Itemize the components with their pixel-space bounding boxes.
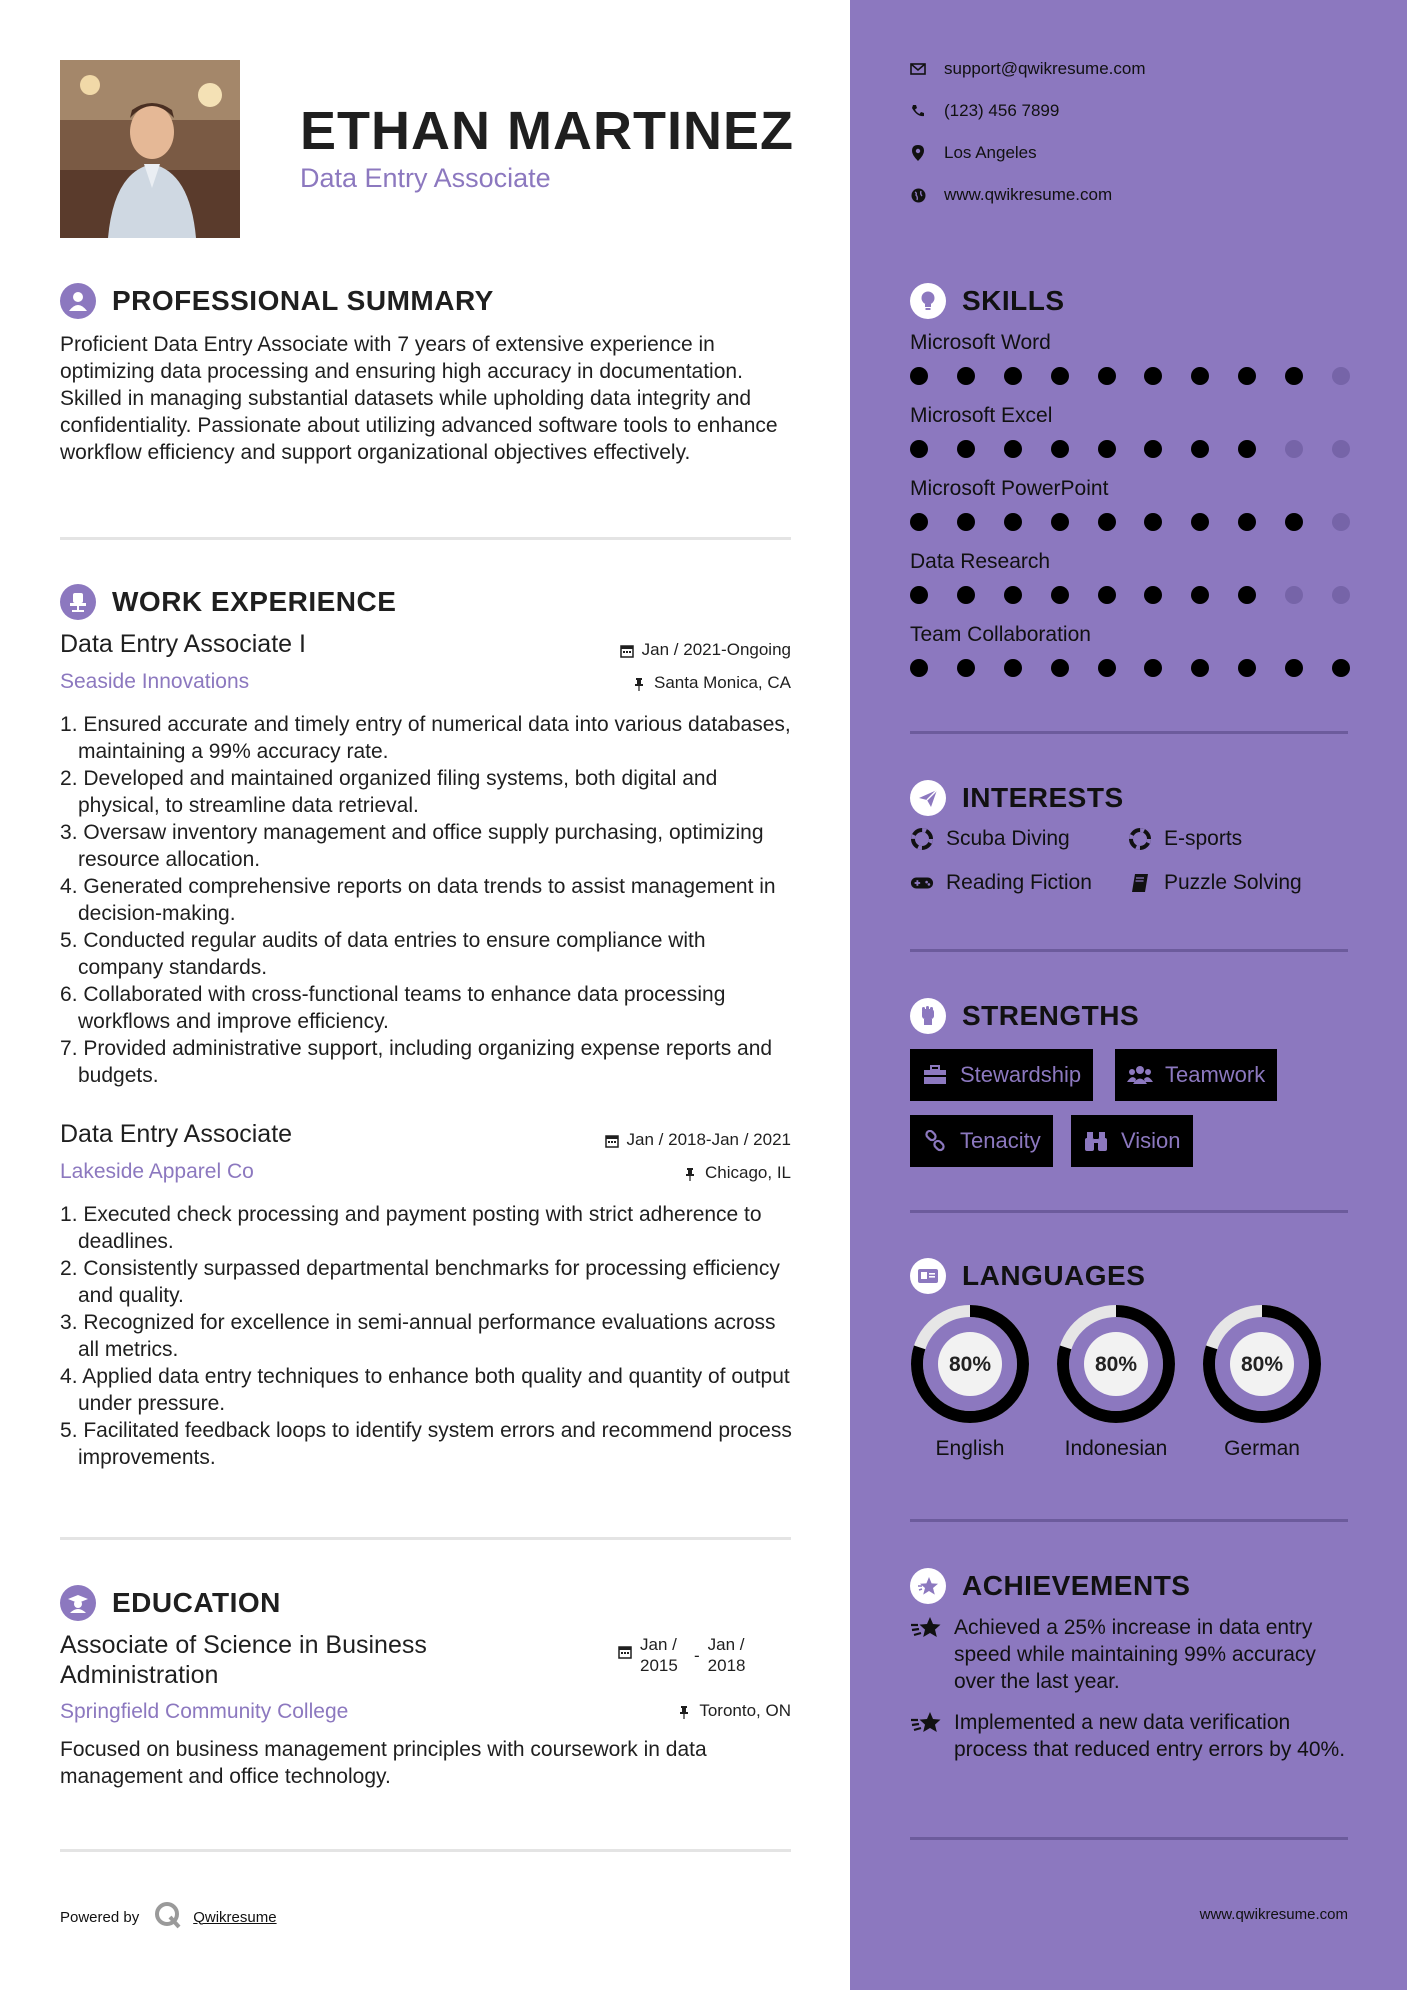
skills-heading xyxy=(910,283,1065,319)
skill-dot-filled xyxy=(1004,586,1022,604)
education-heading xyxy=(60,1585,281,1621)
skill-dot-filled xyxy=(1144,586,1162,604)
contact-email-text: support@qwikresume.com xyxy=(944,59,1146,78)
job-date-text: Jan / 2021-Ongoing xyxy=(641,640,791,659)
interest-item xyxy=(1128,827,1242,851)
chair-icon xyxy=(60,584,96,620)
skill-name: Data Research xyxy=(910,550,1051,573)
achievement-item xyxy=(910,1614,1350,1695)
briefcase-icon xyxy=(922,1064,948,1086)
job-date xyxy=(605,1130,791,1150)
list-item: Consistently surpassed departmental benchmarks for processing efficiency and quality. xyxy=(78,1257,780,1307)
pin-icon xyxy=(677,1704,691,1718)
id-card-icon xyxy=(910,1258,946,1294)
skill-dot-empty xyxy=(1285,586,1303,604)
skill-dot-filled xyxy=(1144,367,1162,385)
skill-dot-filled xyxy=(1051,367,1069,385)
education-location xyxy=(677,1701,791,1721)
skill-dot-empty xyxy=(1332,513,1350,531)
pin-icon xyxy=(632,676,646,690)
strength-label: Tenacity xyxy=(960,1128,1041,1153)
lifebuoy-icon xyxy=(910,827,934,851)
skill-level-dots xyxy=(910,513,1350,531)
interest-label: Reading Fiction xyxy=(946,871,1092,894)
user-icon xyxy=(60,283,96,319)
skill-dot-filled xyxy=(1051,659,1069,677)
skill-dot-filled xyxy=(1238,513,1256,531)
list-item: Developed and maintained organized filing systems, both digital and physical, to streamline data retrieval. xyxy=(78,767,718,817)
skill-dot-filled xyxy=(957,513,975,531)
language-percent: 80% xyxy=(948,1353,992,1376)
skill-dot-filled xyxy=(1004,513,1022,531)
interest-item xyxy=(910,827,1070,851)
map-pin-icon xyxy=(910,145,926,161)
language-name: German xyxy=(1224,1437,1300,1460)
footer-url[interactable]: www.qwikresume.com xyxy=(1199,1906,1348,1923)
list-item: Collaborated with cross-functional teams to enhance data processing workflows and improve efficiency. xyxy=(78,983,726,1033)
profile-photo xyxy=(60,60,240,238)
job-location xyxy=(683,1163,791,1183)
strength-chip xyxy=(1115,1049,1277,1101)
skill-dot-filled xyxy=(910,659,928,677)
achievement-text: Achieved a 25% increase in data entry speed while maintaining 99% accuracy over the last year. xyxy=(954,1616,1316,1693)
skill-dot-filled xyxy=(1004,367,1022,385)
skill-dot-filled xyxy=(1238,659,1256,677)
interest-label: Scuba Diving xyxy=(946,827,1070,850)
strength-chip xyxy=(1071,1115,1193,1167)
summary-text: Proficient Data Entry Associate with 7 years of extensive experience in optimizing data processing and ensuring high accuracy in documentation. Skilled in managing substantial datasets while upholding data integrity and confidentiality. Passionate about utilizing advanced software tools to enhance workflow efficiency and support organizational objectives effectively. xyxy=(60,333,778,464)
strengths-heading xyxy=(910,998,1139,1034)
strength-label: Vision xyxy=(1121,1128,1181,1153)
interest-label: E-sports xyxy=(1164,827,1243,850)
list-item: Oversaw inventory management and office supply purchasing, optimizing resource allocation. xyxy=(78,821,764,871)
education-title: EDUCATION xyxy=(112,1587,281,1618)
divider xyxy=(910,731,1348,734)
job-company: Lakeside Apparel Co xyxy=(60,1160,254,1183)
skill-dot-filled xyxy=(1098,586,1116,604)
skill-dot-filled xyxy=(1238,586,1256,604)
contact-website-text: www.qwikresume.com xyxy=(944,185,1113,204)
skill-dot-filled xyxy=(957,586,975,604)
candidate-name: ETHAN MARTINEZ xyxy=(300,101,794,161)
skill-dot-filled xyxy=(1004,440,1022,458)
language-item xyxy=(1202,1304,1322,1461)
skill-dot-filled xyxy=(910,586,928,604)
skill-dot-filled xyxy=(910,367,928,385)
job-company: Seaside Innovations xyxy=(60,670,250,693)
skill-dot-filled xyxy=(1098,440,1116,458)
skill-dot-filled xyxy=(1238,367,1256,385)
language-ring xyxy=(910,1304,1030,1424)
lifebuoy-icon xyxy=(1128,827,1152,851)
list-item: Ensured accurate and timely entry of numerical data into various databases, maintaining a 99% accuracy rate. xyxy=(78,713,791,763)
achievements-title: ACHIEVEMENTS xyxy=(962,1570,1191,1601)
graduate-icon xyxy=(60,1585,96,1621)
list-item: Generated comprehensive reports on data trends to assist management in decision-making. xyxy=(78,875,776,925)
contact-website[interactable] xyxy=(910,185,1112,205)
job-location xyxy=(632,673,791,693)
contact-email[interactable] xyxy=(910,59,1146,79)
divider xyxy=(910,1519,1348,1522)
divider xyxy=(910,1210,1348,1213)
gamepad-icon xyxy=(910,871,934,895)
summary-title: PROFESSIONAL SUMMARY xyxy=(112,285,494,316)
education-location-text: Toronto, ON xyxy=(699,1701,791,1720)
contact-phone-text: (123) 456 7899 xyxy=(944,101,1060,120)
skill-dot-empty xyxy=(1332,586,1350,604)
skill-dot-filled xyxy=(957,440,975,458)
binoculars-icon xyxy=(1083,1130,1109,1152)
skill-name: Microsoft PowerPoint xyxy=(910,477,1109,500)
language-name: English xyxy=(935,1437,1005,1460)
list-item: Provided administrative support, including organizing expense reports and budgets. xyxy=(78,1037,773,1087)
job-location-text: Santa Monica, CA xyxy=(653,673,791,692)
strength-chip xyxy=(910,1115,1053,1167)
skill-dot-empty xyxy=(1285,440,1303,458)
achievement-text: Implemented a new data verification process that reduced entry errors by 40%. xyxy=(954,1711,1346,1761)
date-separator: - xyxy=(694,1646,700,1665)
skill-name: Microsoft Excel xyxy=(910,404,1053,427)
language-ring xyxy=(1202,1304,1322,1424)
education-start: Jan / 2015 xyxy=(640,1635,678,1675)
language-percent: 80% xyxy=(1094,1353,1138,1376)
skill-dot-filled xyxy=(1285,513,1303,531)
list-item: Conducted regular audits of data entries to ensure compliance with company standards. xyxy=(78,929,706,979)
skill-level-dots xyxy=(910,659,1350,677)
skill-name: Microsoft Word xyxy=(910,331,1051,354)
powered-by xyxy=(60,1900,277,1934)
skill-dot-filled xyxy=(1051,586,1069,604)
interest-item xyxy=(1128,871,1302,895)
interest-label: Puzzle Solving xyxy=(1164,871,1302,894)
degree-title: Associate of Science in Business Administration xyxy=(60,1631,427,1689)
education-text: Focused on business management principles with coursework in data management and office technology. xyxy=(60,1738,707,1788)
work-title: WORK EXPERIENCE xyxy=(112,586,397,617)
candidate-role: Data Entry Associate xyxy=(300,163,551,193)
language-item xyxy=(1056,1304,1176,1461)
languages-heading xyxy=(910,1258,1145,1294)
skill-dot-empty xyxy=(1332,440,1350,458)
job-title: Data Entry Associate xyxy=(60,1120,293,1148)
skill-dot-filled xyxy=(1098,659,1116,677)
education-end: Jan / 2018 xyxy=(707,1635,746,1675)
shooting-star-icon xyxy=(910,1614,942,1642)
achievements-heading xyxy=(910,1568,1190,1604)
skill-name: Team Collaboration xyxy=(910,623,1091,646)
list-item: Executed check processing and payment posting with strict adherence to deadlines. xyxy=(78,1203,762,1253)
globe-icon xyxy=(910,187,926,203)
divider xyxy=(60,1537,791,1540)
list-item: Applied data entry techniques to enhance both quality and quantity of output under pressure. xyxy=(78,1365,790,1415)
skill-dot-filled xyxy=(1144,659,1162,677)
interests-title: INTERESTS xyxy=(962,782,1124,813)
users-icon xyxy=(1127,1064,1153,1086)
calendar-icon xyxy=(620,643,634,657)
skill-dot-filled xyxy=(957,367,975,385)
book-icon xyxy=(1128,871,1152,895)
strength-label: Teamwork xyxy=(1165,1062,1266,1087)
strengths-title: STRENGTHS xyxy=(962,1000,1140,1031)
skill-dot-filled xyxy=(1051,440,1069,458)
skill-dot-filled xyxy=(1285,367,1303,385)
divider xyxy=(910,949,1348,952)
job-date xyxy=(620,640,791,660)
divider xyxy=(60,537,791,540)
qwikresume-logo-icon xyxy=(153,1900,183,1934)
pin-icon xyxy=(683,1166,697,1180)
shooting-star-icon xyxy=(910,1709,942,1737)
language-ring xyxy=(1056,1304,1176,1424)
contact-location-text: Los Angeles xyxy=(944,143,1037,162)
skill-dot-filled xyxy=(1238,440,1256,458)
language-item xyxy=(910,1304,1030,1461)
calendar-icon xyxy=(605,1133,619,1147)
phone-icon xyxy=(910,103,926,119)
lightbulb-icon xyxy=(910,283,946,319)
job-bullets xyxy=(60,1201,795,1471)
job-bullets xyxy=(60,711,795,1089)
skill-dot-filled xyxy=(957,659,975,677)
strength-label: Stewardship xyxy=(960,1062,1082,1087)
link-icon xyxy=(922,1130,948,1152)
qwikresume-link[interactable]: Qwikresume xyxy=(193,1908,277,1926)
skill-dot-filled xyxy=(1191,659,1209,677)
paper-plane-icon xyxy=(910,780,946,816)
job-location-text: Chicago, IL xyxy=(705,1163,791,1182)
skills-title: SKILLS xyxy=(962,285,1065,316)
contact-phone[interactable] xyxy=(910,101,1059,121)
skill-dot-empty xyxy=(1332,367,1350,385)
skill-dot-filled xyxy=(910,513,928,531)
job-title: Data Entry Associate I xyxy=(60,630,306,658)
skill-dot-filled xyxy=(1191,586,1209,604)
star-icon xyxy=(910,1568,946,1604)
strength-chip xyxy=(910,1049,1093,1101)
contact-location xyxy=(910,143,1037,163)
skill-level-dots xyxy=(910,586,1350,604)
calendar-icon xyxy=(618,1644,632,1658)
skill-dot-filled xyxy=(1098,513,1116,531)
education-dates xyxy=(618,1634,752,1676)
skill-dot-filled xyxy=(1191,513,1209,531)
language-percent: 80% xyxy=(1240,1353,1284,1376)
divider xyxy=(910,1837,1348,1840)
powered-by-text: Powered by xyxy=(60,1908,140,1926)
skill-dot-filled xyxy=(1285,659,1303,677)
skill-dot-filled xyxy=(1191,440,1209,458)
skill-dot-filled xyxy=(1144,440,1162,458)
languages-title: LANGUAGES xyxy=(962,1260,1146,1291)
fist-icon xyxy=(910,998,946,1034)
interest-item xyxy=(910,871,1092,895)
skill-dot-filled xyxy=(1051,513,1069,531)
list-item: Facilitated feedback loops to identify system errors and recommend process improvements. xyxy=(78,1419,792,1469)
skill-dot-filled xyxy=(1191,367,1209,385)
school-name: Springfield Community College xyxy=(60,1700,349,1723)
work-heading xyxy=(60,584,396,620)
skill-dot-filled xyxy=(1004,659,1022,677)
job-date-text: Jan / 2018-Jan / 2021 xyxy=(626,1130,791,1149)
divider xyxy=(60,1849,791,1852)
envelope-icon xyxy=(910,61,926,77)
interests-heading xyxy=(910,780,1124,816)
language-name: Indonesian xyxy=(1064,1437,1168,1460)
skill-level-dots xyxy=(910,440,1350,458)
summary-heading xyxy=(60,283,494,319)
skill-dot-filled xyxy=(1332,659,1350,677)
skill-dot-filled xyxy=(1144,513,1162,531)
list-item: Recognized for excellence in semi-annual performance evaluations across all metrics. xyxy=(78,1311,776,1361)
skill-dot-filled xyxy=(910,440,928,458)
skill-level-dots xyxy=(910,367,1350,385)
skill-dot-filled xyxy=(1098,367,1116,385)
achievement-item xyxy=(910,1709,1350,1763)
